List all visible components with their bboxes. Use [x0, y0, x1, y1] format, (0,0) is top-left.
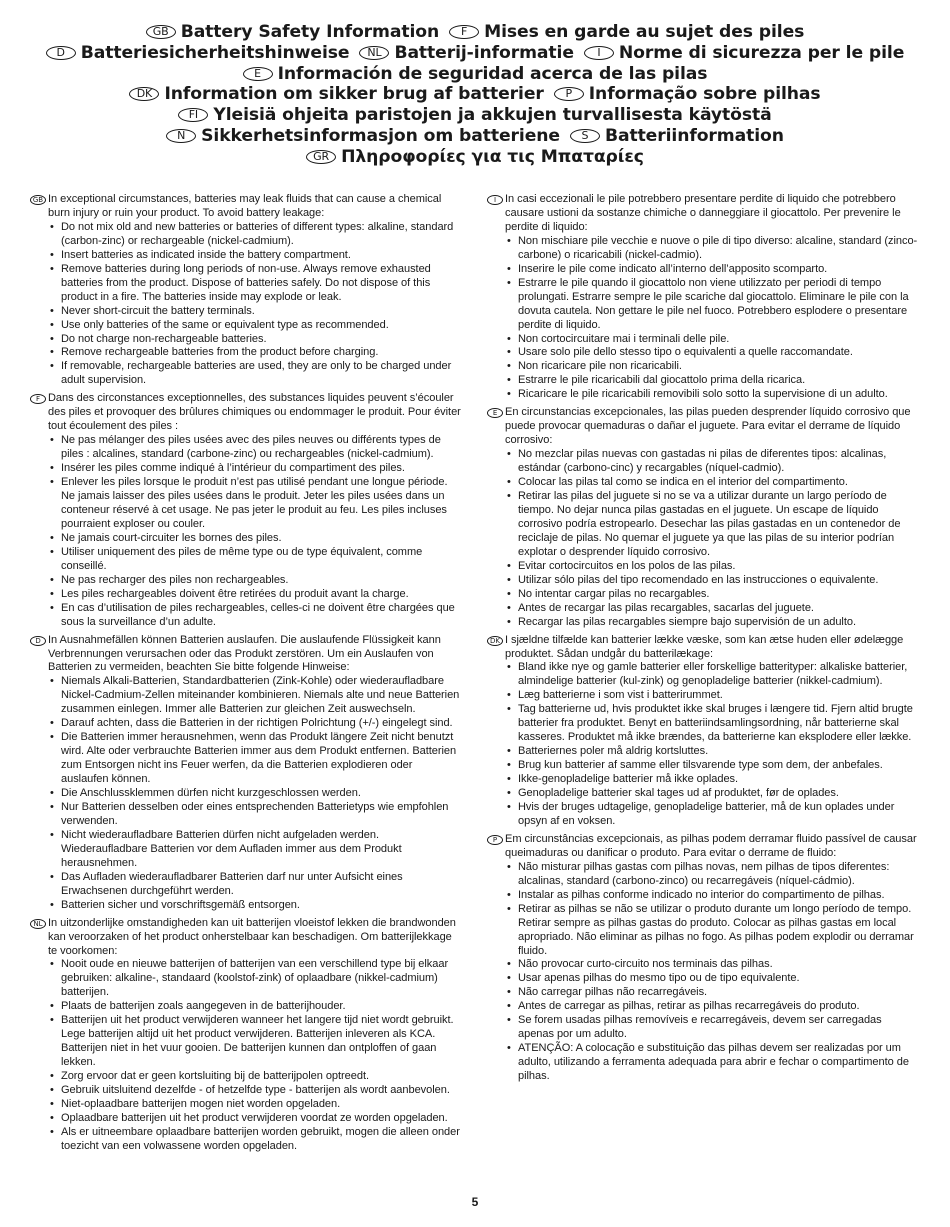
- section-language-badge: GB: [30, 195, 46, 205]
- instruction-item: • Non cortocircuitare mai i terminali delle pile.: [518, 333, 919, 347]
- header-title: Yleisiä ohjeita paristojen ja akkujen turvallisesta käytöstä: [213, 105, 772, 126]
- instruction-item: • Usare solo pile dello stesso tipo o equivalenti a quelle raccomandate.: [518, 346, 919, 360]
- header-title: Battery Safety Information: [180, 22, 440, 42]
- section-intro: In uitzonderlijke omstandigheden kan uit batterijen vloeistof lekken die brandwonden kan veroorzaken of het product onherstelbaar kan beschadigen. Om batterijlekkage te voorkomen:: [48, 916, 456, 957]
- section-intro: I sjældne tilfælde kan batterier lække væske, som kan ætse huden eller ødelægge produktet. Sådan undgår du batterilækage:: [505, 633, 904, 660]
- instruction-list: [505, 861, 919, 1084]
- section-intro: In casi eccezionali le pile potrebbero presentare perdite di liquido che potrebbero causare ustioni da sostanze chimiche o danneggiare il giocattolo. Per prevenire le perdite di liquido:: [505, 193, 901, 233]
- instruction-item: • Insérer les piles comme indiqué à l’intérieur du compartiment des piles.: [61, 462, 462, 476]
- language-section: [30, 634, 462, 913]
- instruction-item: • Nur Batterien desselben oder eines entsprechenden Batterietyps wie empfohlen verwenden.: [61, 801, 462, 829]
- section-language-badge: NL: [30, 919, 46, 929]
- instruction-item: • Do not mix old and new batteries or batteries of different types: alkaline, standard (carbon-zinc) or rechargeable (nickel-cadmium).: [61, 221, 462, 249]
- language-section: [487, 634, 919, 829]
- language-code-badge: F: [449, 25, 479, 39]
- instruction-item: • En cas d’utilisation de piles rechargeables, celles-ci ne doivent être chargées que sous la surveillance d’un adulte.: [61, 602, 462, 630]
- instruction-item: • Remove batteries during long periods of non-use. Always remove exhausted batteries from the product. Dispose of batteries safely. Do not dispose of this product in a fire. The batteries inside may explode or leak.: [61, 263, 462, 305]
- language-section: [30, 193, 462, 388]
- instruction-item: • Colocar las pilas tal como se indica en el interior del compartimento.: [518, 476, 919, 490]
- section-language-badge: D: [30, 636, 46, 646]
- language-code-badge: DK: [129, 87, 159, 101]
- instruction-item: • Utiliser uniquement des piles de même type ou de type équivalent, comme conseillé.: [61, 546, 462, 574]
- instruction-item: • Non ricaricare pile non ricaricabili.: [518, 360, 919, 374]
- instruction-item: • Niet-oplaadbare batterijen mogen niet worden opgeladen.: [61, 1098, 462, 1112]
- page-header: [0, 22, 950, 168]
- language-section: [487, 193, 919, 402]
- instruction-item: • No mezclar pilas nuevas con gastadas ni pilas de diferentes tipos: alcalinas, estándar (carbono-cinc) y recargables (níquel-cadmio).: [518, 448, 919, 476]
- page-number: 5: [471, 1195, 479, 1209]
- instruction-item: • Plaats de batterijen zoals aangegeven in de batterijhouder.: [61, 1000, 462, 1014]
- section-language-badge: DK: [487, 636, 503, 646]
- instruction-item: • Insert batteries as indicated inside the battery compartment.: [61, 249, 462, 263]
- instruction-item: • Bland ikke nye og gamle batterier eller forskellige batterityper: alkaliske batterier, almindelige batterier (kul-zink) og genopladelige batterier (nikkel-cadmium).: [518, 661, 919, 689]
- section-intro: En circunstancias excepcionales, las pilas pueden desprender líquido corrosivo que puede provocar quemaduras o dañar el juguete. Para evitar el derrame de líquido corrosivo:: [505, 406, 911, 447]
- instruction-item: • Enlever les piles lorsque le produit n’est pas utilisé pendant une longue période. Ne jamais laisser des piles usées dans le produit. Jeter les piles usées dans un conteneur réservé à cet usage. Ne pas jeter le produit au feu. Les piles incluses pourraient exploser ou couler.: [61, 476, 462, 532]
- instruction-item: • Læg batterierne i som vist i batterirummet.: [518, 689, 919, 703]
- language-code-badge: N: [166, 129, 196, 143]
- instruction-list: [505, 661, 919, 828]
- instruction-item: • Evitar cortocircuitos en los polos de las pilas.: [518, 560, 919, 574]
- instruction-item: • Batterien sicher und vorschriftsgemäß entsorgen.: [61, 899, 462, 913]
- instruction-item: • Ikke-genopladelige batterier må ikke oplades.: [518, 773, 919, 787]
- section-intro: Em circunstâncias excepcionais, as pilhas podem derramar fluido passível de causar queimaduras ou danificar o produto. Para evitar o derrame de fluido:: [505, 832, 917, 859]
- instruction-item: • Ne pas recharger des piles non rechargeables.: [61, 574, 462, 588]
- section-language-badge: F: [30, 394, 46, 404]
- language-section: [487, 833, 919, 1084]
- section-intro: In exceptional circumstances, batteries may leak fluids that can cause a chemical burn injury or ruin your product. To avoid battery leakage:: [48, 193, 442, 219]
- language-code-badge: S: [570, 129, 600, 143]
- language-section: [30, 917, 462, 1154]
- instruction-item: • Ricaricare le pile ricaricabili removibili solo sotto la supervisione di un adulto.: [518, 388, 919, 402]
- instruction-item: • Usar apenas pilhas do mesmo tipo ou de tipo equivalente.: [518, 972, 919, 986]
- instruction-list: [48, 958, 462, 1153]
- header-line: [0, 22, 950, 43]
- instruction-item: • Non mischiare pile vecchie e nuove o pile di tipo diverso: alcaline, standard (zinco-carbone) o ricaricabili (nickel-cadmio).: [518, 235, 919, 263]
- instruction-item: • Do not charge non-rechargeable batteries.: [61, 333, 462, 347]
- instruction-item: • Batterijen uit het product verwijderen wanneer het langere tijd niet wordt gebruikt. Lege batterijen altijd uit het product verwijderen. Batterijen inleveren als KCA. Batterijen niet in het vuur gooien. De batterijen kunnen dan ontploffen of gaan lekken.: [61, 1014, 462, 1070]
- header-title: Informação sobre pilhas: [588, 84, 821, 105]
- instruction-item: • Niemals Alkali-Batterien, Standardbatterien (Zink-Kohle) oder wiederaufladbare Nickel-Cadmium-Zellen miteinander kombinieren. Niemals alte und neue Batterien zusammen einlegen. Immer alle Batterien zur gleichen Zeit auswechseln.: [61, 675, 462, 717]
- instruction-item: • Instalar as pilhas conforme indicado no interior do compartimento de pilhas.: [518, 889, 919, 903]
- instruction-list: [48, 675, 462, 912]
- instruction-item: • Die Batterien immer herausnehmen, wenn das Produkt längere Zeit nicht benutzt wird. Alte oder verbrauchte Batterien immer aus dem Produkt entfernen. Batterien zum Entsorgen nicht ins Feuer werfen, da die Batterien explodieren oder auslaufen können.: [61, 731, 462, 787]
- header-line: [0, 84, 950, 105]
- instruction-item: • Utilizar sólo pilas del tipo recomendado en las instrucciones o equivalente.: [518, 574, 919, 588]
- right-column: [487, 193, 919, 1088]
- instruction-item: • Gebruik uitsluitend dezelfde - of hetzelfde type - batterijen als wordt aanbevolen.: [61, 1084, 462, 1098]
- instruction-item: • Estrarre le pile quando il giocattolo non viene utilizzato per periodi di tempo prolungati. Estrarre sempre le pile scariche dal giocattolo. Eliminare le pile con la dovuta cautela. Non gettare le pile nel fuoco. Potrebbero esplodere o presentare perdite di liquido.: [518, 277, 919, 333]
- language-code-badge: NL: [359, 46, 389, 60]
- header-title: Batteriinformation: [604, 125, 784, 146]
- instruction-list: [48, 434, 462, 629]
- header-line: [0, 105, 950, 126]
- language-section: [487, 406, 919, 629]
- instruction-item: • Retirar las pilas del juguete si no se va a utilizar durante un largo período de tiempo. No dejar nunca pilas gastadas en el juguete. Un escape de líquido corrosivo podría estropearlo. Desechar las pilas gastadas en un contenedor de reciclaje de pilas. No quemar el juguete ya que las pilas de su interior podrían explotar o desprender líquido corrosivo.: [518, 490, 919, 560]
- instruction-item: • Use only batteries of the same or equivalent type as recommended.: [61, 319, 462, 333]
- instruction-item: • Les piles rechargeables doivent être retirées du produit avant la charge.: [61, 588, 462, 602]
- header-title: Mises en garde au sujet des piles: [484, 22, 805, 42]
- section-language-badge: I: [487, 195, 503, 205]
- header-line: [0, 64, 950, 85]
- instruction-item: • Antes de recargar las pilas recargables, sacarlas del juguete.: [518, 602, 919, 616]
- instruction-item: • Antes de carregar as pilhas, retirar as pilhas recarregáveis do produto.: [518, 1000, 919, 1014]
- language-code-badge: GR: [306, 150, 336, 164]
- header-title: Información de seguridad acerca de las pilas: [277, 63, 708, 84]
- header-title: Sikkerhetsinformasjon om batteriene: [201, 125, 560, 146]
- section-intro: In Ausnahmefällen können Batterien auslaufen. Die auslaufende Flüssigkeit kann Verbrennungen verursachen oder das Produkt zerstören. Um ein Auslaufen von Batterien zu vermeiden, beachten Sie bitte folgende Hinweise:: [48, 633, 441, 674]
- section-intro: Dans des circonstances exceptionnelles, des substances liquides peuvent s’écouler des piles et provoquer des brûlures chimiques ou endommager le produit. Pour éviter tout écoulement des piles :: [48, 392, 461, 433]
- instruction-list: [48, 221, 462, 388]
- instruction-item: • Die Anschlussklemmen dürfen nicht kurzgeschlossen werden.: [61, 787, 462, 801]
- header-title: Norme di sicurezza per le pile: [618, 42, 905, 63]
- instruction-item: • Retirar as pilhas se não se utilizar o produto durante um longo período de tempo. Retirar sempre as pilhas gastas do produto. Colocar as pilhas gastas em local apropriado. Não eliminar as pilhas no fogo. As pilhas podem explodir ou derramar fluido.: [518, 903, 919, 959]
- instruction-item: • Remove rechargeable batteries from the product before charging.: [61, 346, 462, 360]
- instruction-item: • Brug kun batterier af samme eller tilsvarende type som dem, der anbefales.: [518, 759, 919, 773]
- instruction-item: • Batteriernes poler må aldrig kortsluttes.: [518, 745, 919, 759]
- language-code-badge: FI: [178, 108, 208, 122]
- instruction-item: • Ne jamais court-circuiter les bornes des piles.: [61, 532, 462, 546]
- instruction-item: • Não misturar pilhas gastas com pilhas novas, nem pilhas de tipos diferentes: alcalinas, standard (carbono-zinco) ou recarregáveis (níquel-cádmio).: [518, 861, 919, 889]
- instruction-item: • Das Aufladen wiederaufladbarer Batterien darf nur unter Aufsicht eines Erwachsenen durchgeführt werden.: [61, 871, 462, 899]
- language-code-badge: P: [554, 87, 584, 101]
- instruction-item: • Se forem usadas pilhas removíveis e recarregáveis, devem ser carregadas apenas por um adulto.: [518, 1014, 919, 1042]
- instruction-item: • Não carregar pilhas não recarregáveis.: [518, 986, 919, 1000]
- header-title: Batteriesicherheitshinweise: [80, 42, 350, 63]
- section-language-badge: P: [487, 835, 503, 845]
- instruction-item: • Inserire le pile come indicato all’interno dell’apposito scomparto.: [518, 263, 919, 277]
- instruction-item: • Ne pas mélanger des piles usées avec des piles neuves ou différents types de piles : alcalines, standard (carbone-zinc) ou rechargeables (nickel-cadmium).: [61, 434, 462, 462]
- instruction-item: • Darauf achten, dass die Batterien in der richtigen Polrichtung (+/-) eingelegt sind.: [61, 717, 462, 731]
- instruction-item: • If removable, rechargeable batteries are used, they are only to be charged under adult supervision.: [61, 360, 462, 388]
- language-code-badge: GB: [146, 25, 176, 39]
- instruction-item: • ATENÇÃO: A colocação e substituição das pilhas devem ser realizadas por um adulto, utilizando a ferramenta adequada para abrir e fechar o compartimento de pilhas.: [518, 1042, 919, 1084]
- instruction-list: [505, 235, 919, 402]
- language-code-badge: D: [46, 46, 76, 60]
- instruction-item: • Genopladelige batterier skal tages ud af produktet, før de oplades.: [518, 787, 919, 801]
- instruction-item: • Tag batterierne ud, hvis produktet ikke skal bruges i længere tid. Fjern altid brugte batterier fra produktet. Benyt en batteriindsamlingsordning, når batterierne skal kasseres. Produktet må ikke brændes, da batterierne kan eksplodere eller lække.: [518, 703, 919, 745]
- instruction-item: • No intentar cargar pilas no recargables.: [518, 588, 919, 602]
- instruction-item: • Als er uitneembare oplaadbare batterijen worden gebruikt, mogen die alleen onder toezicht van een volwassene worden opgeladen.: [61, 1126, 462, 1154]
- instruction-item: • Hvis der bruges udtagelige, genopladelige batterier, må de kun oplades under opsyn af en voksen.: [518, 801, 919, 829]
- instruction-list: [505, 448, 919, 629]
- instruction-item: • Never short-circuit the battery terminals.: [61, 305, 462, 319]
- instruction-item: • Estrarre le pile ricaricabili dal giocattolo prima della ricarica.: [518, 374, 919, 388]
- instruction-item: • Nicht wiederaufladbare Batterien dürfen nicht aufgeladen werden. Wiederaufladbare Batterien vor dem Aufladen immer aus dem Produkt herausnehmen.: [61, 829, 462, 871]
- language-section: [30, 392, 462, 629]
- instruction-item: • Recargar las pilas recargables siempre bajo supervisión de un adulto.: [518, 616, 919, 630]
- header-line: [0, 126, 950, 147]
- instruction-item: • Nooit oude en nieuwe batterijen of batterijen van een verschillend type bij elkaar gebruiken: alkaline-, standaard (koolstof-zink) of oplaadbare (nikkel-cadmium) batterijen.: [61, 958, 462, 1000]
- section-language-badge: E: [487, 408, 503, 418]
- left-column: [30, 193, 462, 1158]
- instruction-item: • Zorg ervoor dat er geen kortsluiting bij de batterijpolen optreedt.: [61, 1070, 462, 1084]
- header-title: Information om sikker brug af batterier: [164, 84, 544, 105]
- language-code-badge: I: [584, 46, 614, 60]
- language-code-badge: E: [243, 67, 273, 81]
- header-title: Πληροφορίες για τις Μπαταρίες: [341, 146, 644, 167]
- header-line: [0, 43, 950, 64]
- header-title: Batterij-informatie: [394, 42, 574, 63]
- header-line: [0, 147, 950, 168]
- instruction-item: • Oplaadbare batterijen uit het product verwijderen voordat ze worden opgeladen.: [61, 1112, 462, 1126]
- instruction-item: • Não provocar curto-circuito nos terminais das pilhas.: [518, 958, 919, 972]
